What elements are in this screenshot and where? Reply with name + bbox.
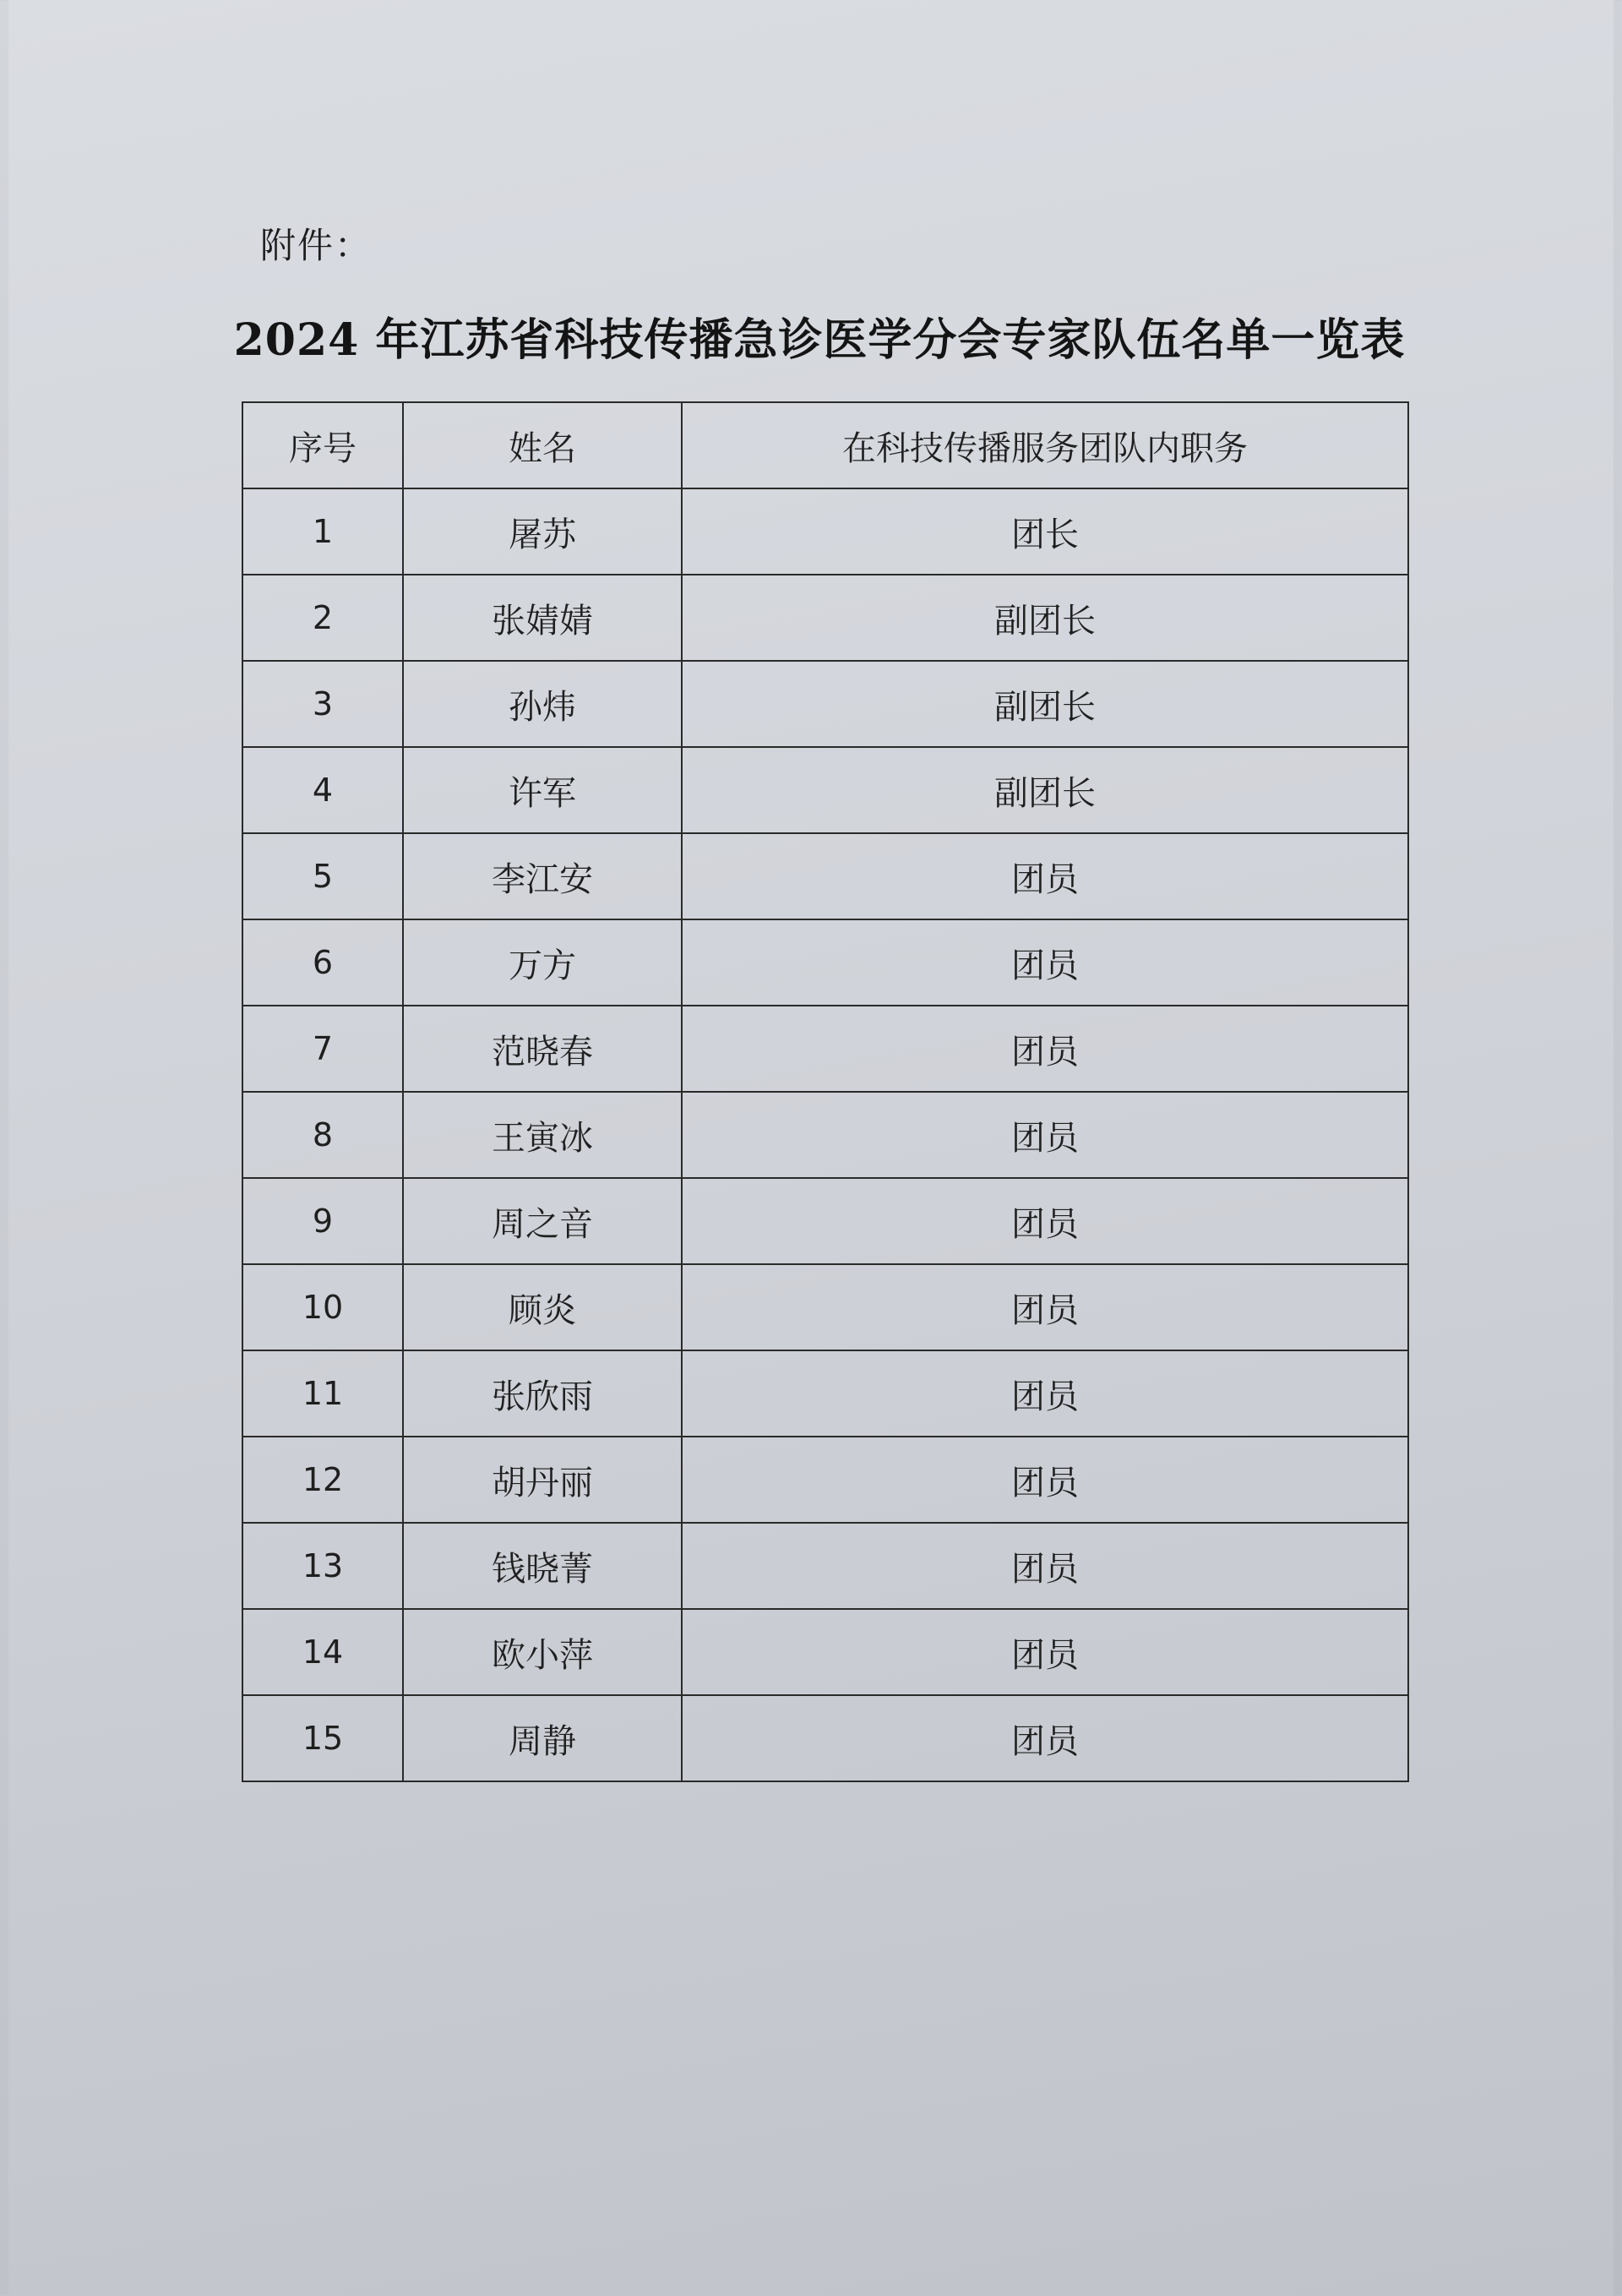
row-name-cell: 孙炜 <box>403 661 682 747</box>
row-number-cell: 11 <box>242 1350 403 1437</box>
table-row <box>242 1178 1408 1264</box>
table-row <box>242 661 1408 747</box>
row-role-cell: 团员 <box>682 1178 1408 1264</box>
row-number-cell: 9 <box>242 1178 403 1264</box>
row-role-cell: 团员 <box>682 1264 1408 1350</box>
row-name-cell: 屠苏 <box>403 488 682 575</box>
row-number-cell: 13 <box>242 1523 403 1609</box>
row-role-cell: 团员 <box>682 919 1408 1006</box>
row-name-cell: 顾炎 <box>403 1264 682 1350</box>
row-role-cell: 团员 <box>682 1437 1408 1523</box>
row-role-cell: 团员 <box>682 1006 1408 1092</box>
row-number-cell: 6 <box>242 919 403 1006</box>
table-row <box>242 1264 1408 1350</box>
row-role-cell: 团员 <box>682 1350 1408 1437</box>
attachment-label: 附件： <box>260 225 373 266</box>
row-name-cell: 周静 <box>403 1695 682 1781</box>
row-name-cell: 钱晓菁 <box>403 1523 682 1609</box>
row-role-cell: 团员 <box>682 1523 1408 1609</box>
document-page <box>8 0 1614 2296</box>
document-title: 2024 年江苏省科技传播急诊医学分会专家队伍名单一览表 <box>233 314 1406 366</box>
row-number-cell: 3 <box>242 661 403 747</box>
table-row <box>242 1006 1408 1092</box>
table-row <box>242 1092 1408 1178</box>
row-role-cell: 副团长 <box>682 661 1408 747</box>
row-name-cell: 万方 <box>403 919 682 1006</box>
row-number-cell: 4 <box>242 747 403 833</box>
row-number-cell: 10 <box>242 1264 403 1350</box>
column-header-number: 序号 <box>242 402 403 488</box>
row-name-cell: 李江安 <box>403 833 682 919</box>
row-role-cell: 团员 <box>682 1092 1408 1178</box>
row-number-cell: 15 <box>242 1695 403 1781</box>
header-row <box>242 402 1408 488</box>
table-row <box>242 747 1408 833</box>
table-row <box>242 488 1408 575</box>
row-role-cell: 团员 <box>682 1609 1408 1695</box>
table-header <box>242 402 1408 488</box>
row-number-cell: 7 <box>242 1006 403 1092</box>
row-number-cell: 2 <box>242 575 403 661</box>
table-row <box>242 1695 1408 1781</box>
column-header-name: 姓名 <box>403 402 682 488</box>
row-name-cell: 欧小萍 <box>403 1609 682 1695</box>
row-name-cell: 张婧婧 <box>403 575 682 661</box>
row-name-cell: 周之音 <box>403 1178 682 1264</box>
row-role-cell: 团长 <box>682 488 1408 575</box>
table-row <box>242 1609 1408 1695</box>
row-name-cell: 胡丹丽 <box>403 1437 682 1523</box>
table-row <box>242 575 1408 661</box>
row-role-cell: 团员 <box>682 1695 1408 1781</box>
table-body <box>242 488 1408 1781</box>
row-name-cell: 许军 <box>403 747 682 833</box>
row-number-cell: 5 <box>242 833 403 919</box>
row-number-cell: 12 <box>242 1437 403 1523</box>
table-row <box>242 1523 1408 1609</box>
table-row <box>242 1350 1408 1437</box>
table-row <box>242 833 1408 919</box>
row-name-cell: 范晓春 <box>403 1006 682 1092</box>
table-row <box>242 1437 1408 1523</box>
row-role-cell: 团员 <box>682 833 1408 919</box>
row-name-cell: 张欣雨 <box>403 1350 682 1437</box>
row-number-cell: 14 <box>242 1609 403 1695</box>
row-name-cell: 王寅冰 <box>403 1092 682 1178</box>
column-header-role: 在科技传播服务团队内职务 <box>682 402 1408 488</box>
row-role-cell: 副团长 <box>682 747 1408 833</box>
expert-roster-table <box>242 401 1409 1782</box>
table-row <box>242 919 1408 1006</box>
row-role-cell: 副团长 <box>682 575 1408 661</box>
row-number-cell: 8 <box>242 1092 403 1178</box>
row-number-cell: 1 <box>242 488 403 575</box>
